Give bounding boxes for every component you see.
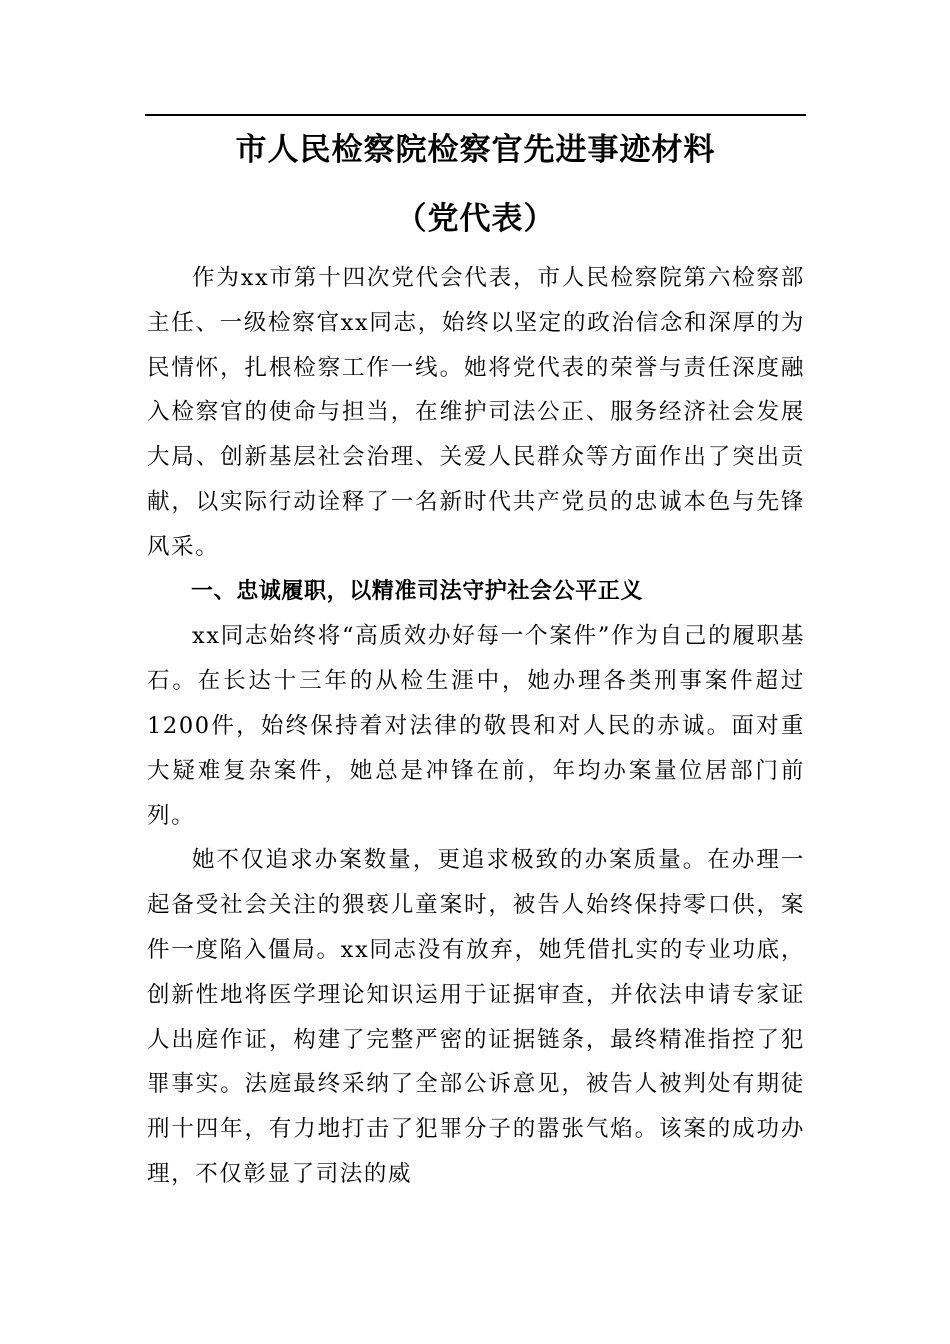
intro-paragraph: 作为xx市第十四次党代会代表，市人民检察院第六检察部主任、一级检察官xx同志，始终以坚定的政治信念和深厚的为民情怀，扎根检察工作一线。她将党代表的荣誉与责任深度融入检察官的使命与担当，在维护司法公正、服务经济社会发展大局、创新基层社会治理、关爱人民群众等方面作出了突出贡献，以实际行动诠释了一名新时代共产党员的忠诚本色与先锋风采。 [147,265,805,560]
body-paragraph: xx同志始终将“高质效办好每一个案件”作为自己的履职基石。在长达十三年的从检生涯中，她办理各类刑事案件超过1200件，始终保持着对法律的敬畏和对人民的赤诚。面对重大疑难复杂案件，她总是冲锋在前，年均办案量位居部门前列。 [147,623,805,829]
document-subtitle: （党代表） [395,201,556,237]
header-rule [145,114,806,116]
section-heading: 一、忠诚履职，以精准司法守护社会公平正义 [191,578,644,604]
document-body [147,256,805,1197]
body-paragraph: 她不仅追求办案数量，更追求极致的办案质量。在办理一起备受社会关注的猥亵儿童案时，被告人始终保持零口供，案件一度陷入僵局。xx同志没有放弃，她凭借扎实的专业功底，创新性地将医学理论知识运用于证据审查，并依法申请专家证人出庭作证，构建了完整严密的证据链条，最终精准指控了犯罪事实。法庭最终采纳了全部公诉意见，被告人被判处有期徒刑十四年，有力地打击了犯罪分子的嚣张气焰。该案的成功办理，不仅彰显了司法的威 [147,847,805,1187]
document-title: 市人民检察院检察官先进事迹材料 [235,132,716,168]
